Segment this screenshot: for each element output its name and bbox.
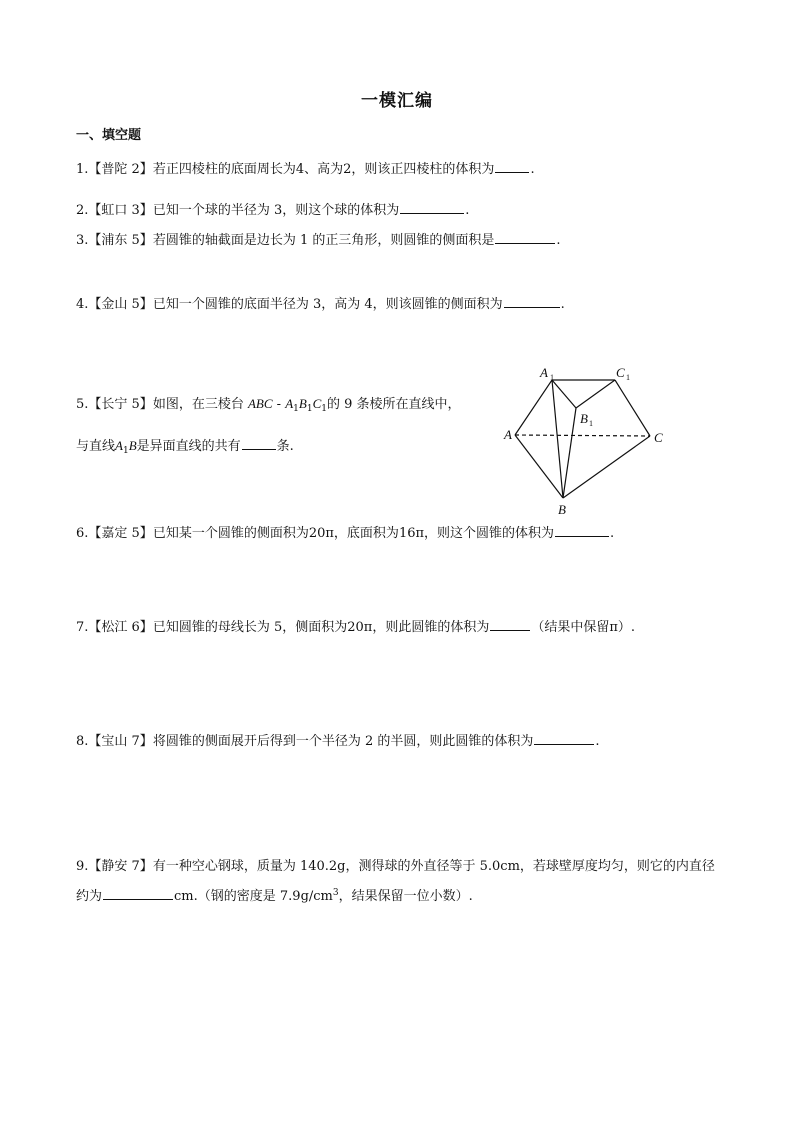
edge-a1b1 (552, 380, 576, 408)
edge-ab (515, 435, 563, 498)
question-3: 3.【浦东 5】若圆锥的轴截面是边长为 1 的正三角形，则圆锥的侧面积是 . (76, 233, 561, 248)
edge-ac-hidden (515, 435, 650, 436)
svg-text:1: 1 (626, 373, 630, 382)
frustum-figure (500, 360, 680, 520)
question-6: 6.【嘉定 5】已知某一个圆锥的侧面积为20π，底面积为16π，则这个圆锥的体积为 . (76, 526, 615, 541)
answer-blank[interactable] (534, 732, 594, 745)
label-a: A (504, 427, 512, 442)
answer-blank[interactable] (495, 160, 529, 173)
label-b1: B (580, 411, 588, 426)
label-a1: A (540, 365, 548, 380)
question-9: 9.【静安 7】有一种空心钢球，质量为 140.2g，测得球的外直径等于 5.0cm，若球壁厚度均匀，则它的内直径约为 cm.（钢的密度是 $7.9g/cm^3$，结果保留一位小数）. (76, 859, 715, 904)
answer-blank[interactable] (242, 437, 276, 450)
answer-blank[interactable] (400, 201, 464, 214)
answer-blank[interactable] (504, 295, 560, 308)
question-8: 8.【宝山 7】将圆锥的侧面展开后得到一个半径为 2 的半圆，则此圆锥的体积为 . (76, 734, 600, 749)
section-heading: 一、填空题 (76, 128, 142, 143)
label-c: C (654, 430, 663, 445)
answer-blank[interactable] (555, 524, 609, 537)
label-c1: C (616, 365, 625, 380)
math-abc: ABC (247, 396, 273, 411)
question-7: 7.【松江 6】已知圆锥的母线长为 5，侧面积为20π，则此圆锥的体积为 （结果中保留π）. (76, 620, 636, 635)
svg-text:1: 1 (589, 419, 593, 428)
question-1: 1.【普陀 2】若正四棱柱的底面周长为4、高为2，则该正四棱柱的体积为 . (76, 162, 535, 177)
svg-text:1: 1 (550, 373, 554, 382)
edge-c1c (615, 380, 650, 436)
edge-b1b (563, 408, 576, 498)
label-b: B (558, 502, 566, 517)
question-5-line-2: 与直线$A_1B$是异面直线的共有 条. (76, 438, 294, 456)
question-5: 5.【长宁 5】如图，在三棱台 ABC - $A_1B_1C_1$的 9 条棱所在直线中， (76, 396, 461, 414)
edge-bc (563, 436, 650, 498)
edge-b1c1 (576, 380, 615, 408)
question-2: 2.【虹口 3】已知一个球的半径为 3，则这个球的体积为 . (76, 203, 470, 218)
edge-a1b (552, 380, 563, 498)
page-title: 一模汇编 (361, 91, 433, 111)
answer-blank[interactable] (103, 887, 173, 900)
answer-blank[interactable] (495, 231, 555, 244)
question-4: 4.【金山 5】已知一个圆锥的底面半径为 3，高为 4，则该圆锥的侧面积为 . (76, 297, 565, 312)
edge-a1a (515, 380, 552, 435)
answer-blank[interactable] (490, 618, 530, 631)
